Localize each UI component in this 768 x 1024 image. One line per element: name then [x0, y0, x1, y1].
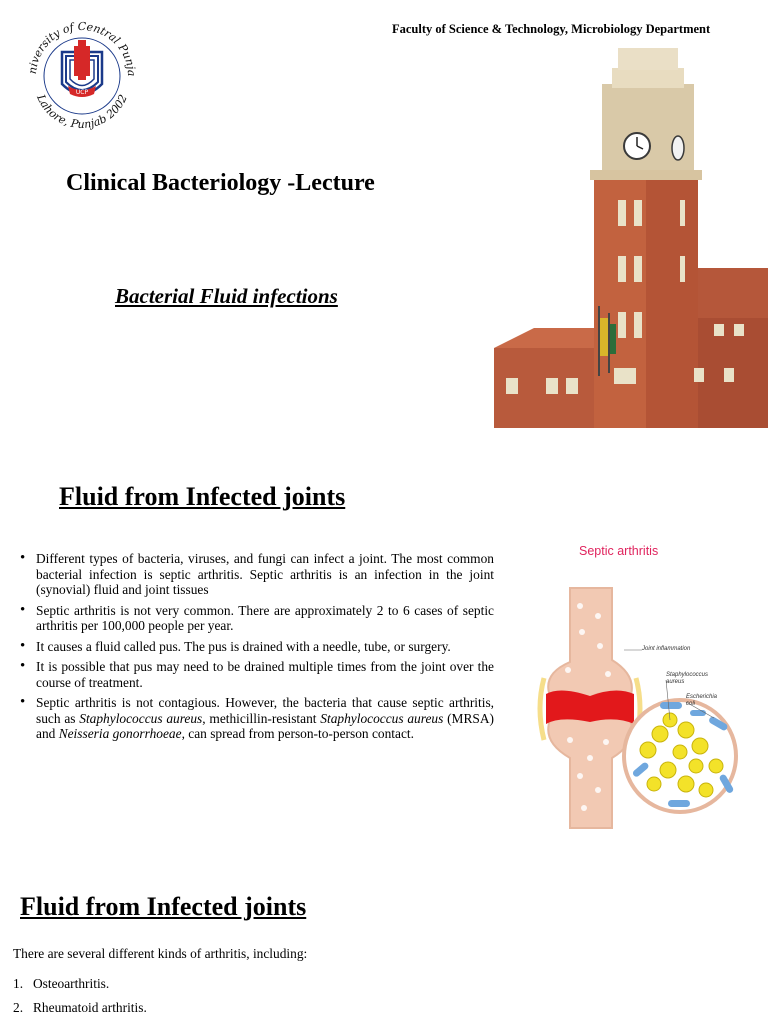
bullet-list	[20, 551, 494, 747]
item-text: Osteoarthritis.	[33, 976, 110, 991]
item-number: 1.	[13, 976, 24, 991]
arthritis-type-item	[13, 972, 147, 996]
label-ecoli-2: coli	[686, 701, 696, 707]
bullet-text: , methicillin-resistant	[202, 710, 321, 726]
bullet-text: , can spread from person-to-person contact.	[181, 726, 414, 741]
university-logo	[18, 14, 146, 132]
label-ecoli-1: Escherichia	[686, 694, 718, 700]
section-heading: Fluid from Infected joints	[59, 482, 346, 511]
svg-text:UCP: UCP	[75, 89, 89, 96]
bullet-item	[20, 603, 494, 634]
lecture-subtitle: Bacterial Fluid infections	[115, 284, 338, 308]
arthritis-type-item	[13, 996, 147, 1020]
bullet-item	[20, 695, 494, 742]
label-staph-1: Staphylococcus	[666, 672, 709, 678]
clock-tower-photo	[494, 48, 768, 428]
lecture-title: Clinical Bacteriology -Lecture	[66, 170, 375, 196]
bullet-text: Different types of bacteria, viruses, and fungi can infect a joint. The most common bacterial infection is septic arthritis. Septic arthritis is an infection in the joint (synovial) fluid and joint tissues	[36, 551, 494, 597]
bullet-text: It causes a fluid called pus. The pus is drained with a needle, tube, or surgery.	[36, 638, 451, 654]
italic-term: Neisseria gonorrhoeae	[58, 726, 182, 741]
bullet-item	[20, 639, 494, 655]
label-staph-2: aureus	[666, 679, 685, 685]
logo-text-top: niversity of Central Punja	[25, 19, 139, 77]
bullet-text: Septic arthritis is not very common. There are approximately 2 to 6 cases of septic arthritis per 100,000 people per year.	[36, 602, 494, 633]
item-number: 2.	[13, 1000, 24, 1015]
septic-arthritis-diagram	[520, 570, 768, 832]
section-heading-2: Fluid from Infected joints	[20, 892, 307, 921]
arthritis-intro: There are several different kinds of arthritis, including:	[13, 946, 308, 961]
bullet-text: (MRSA) and	[36, 710, 494, 741]
department-header: Faculty of Science & Technology, Microbiology Department	[392, 22, 711, 36]
bullet-item	[20, 659, 494, 690]
figure-title: Septic arthritis	[579, 544, 659, 558]
item-text: Rheumatoid arthritis.	[33, 1000, 147, 1015]
italic-term: Staphylococcus aureus	[79, 710, 203, 726]
arthritis-types-list	[13, 972, 147, 1020]
bullet-text: Septic arthritis is not contagious. However, the bacteria that cause septic arthritis, such as	[36, 695, 494, 726]
bullet-item	[20, 551, 494, 598]
logo-text-bottom: Lahore, Punjab 2002	[34, 92, 130, 132]
bullet-text: It is possible that pus may need to be drained multiple times from the joint over the course of treatment.	[36, 659, 494, 690]
label-joint-inflammation: Joint inflammation	[642, 646, 691, 652]
italic-term: Staphylococcus aureus	[320, 710, 444, 726]
